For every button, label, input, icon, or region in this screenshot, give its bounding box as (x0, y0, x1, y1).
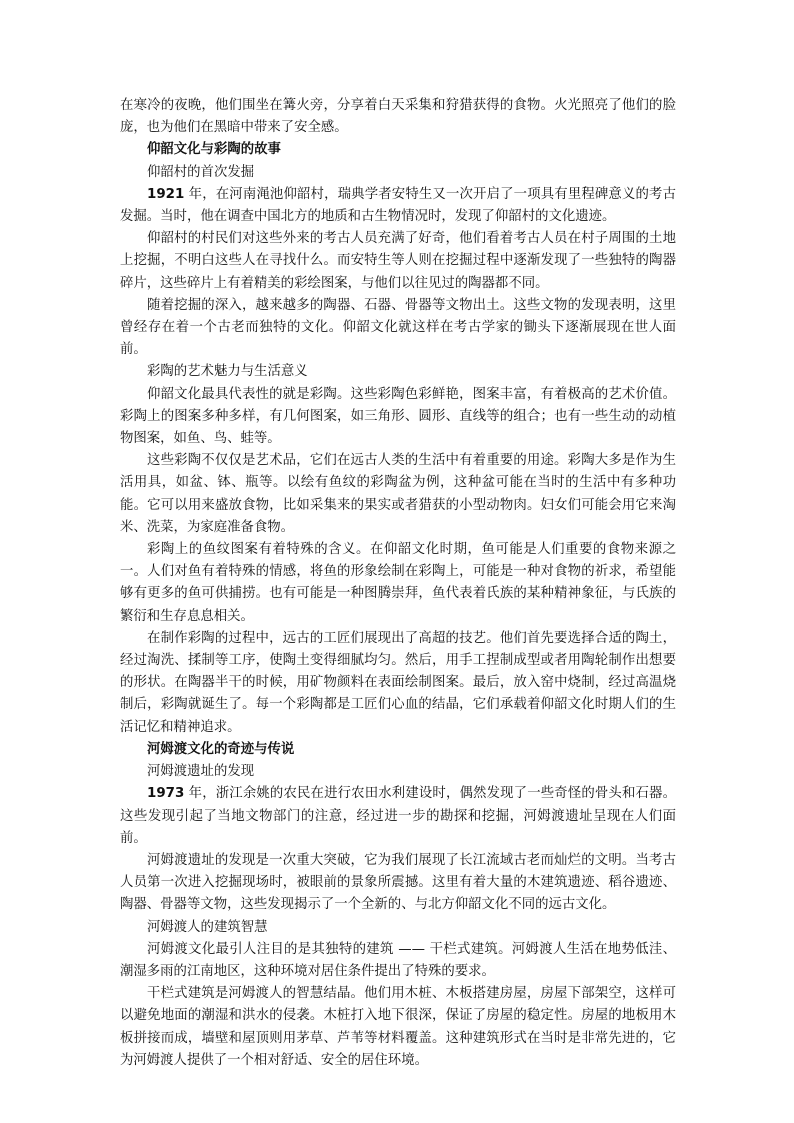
year-text: 1973 (147, 786, 185, 802)
paragraph: 河姆渡文化最引人注目的是其独特的建筑 —— 干栏式建筑。河姆渡人生活在地势低洼、潮湿多雨的江南地区，这种环境对居住条件提出了特殊的要求。 (120, 941, 676, 979)
paragraph-text: 年，浙江余姚的农民在进行农田水利建设时，偶然发现了一些奇怪的骨头和石器。这些发现引起了当地文物部门的注意，经过进一步的勘探和挖掘，河姆渡遗址呈现在人们面前。 (120, 786, 676, 846)
subsection-title-hemudu-discovery: 河姆渡遗址的发现 (147, 764, 255, 780)
paragraph: 在制作彩陶的过程中，远古的工匠们展现出了高超的技艺。他们首先要选择合适的陶土，经过淘洗、揉制等工序，使陶土变得细腻均匀。然后，用手工捏制成型或者用陶轮制作出想要的形状。在陶器半干的时候，用矿物颜料在表面绘制图案。最后，放入窑中烧制，经过高温烧制后，彩陶就诞生了。每一个彩陶都是工匠们心血的结晶，它们承载着仰韶文化时期人们的生活记忆和精神追求。 (120, 630, 676, 735)
paragraph: 彩陶上的鱼纹图案有着特殊的含义。在仰韶文化时期，鱼可能是人们重要的食物来源之一。人们对鱼有着特殊的情感，将鱼的形象绘制在彩陶上，可能是一种对食物的祈求，希望能够有更多的鱼可供捕捞。也有可能是一种图腾崇拜，鱼代表着氏族的某种精神象征，与氏族的繁衍和生存息息相关。 (120, 542, 676, 624)
subsection-title-first-excavation: 仰韶村的首次发掘 (147, 164, 255, 180)
year-text: 1921 (147, 186, 185, 202)
paragraph: 随着挖掘的深入，越来越多的陶器、石器、骨器等文物出土。这些文物的发现表明，这里曾经存在着一个古老而独特的文化。仰韶文化就这样在考古学家的锄头下逐渐展现在世人面前。 (120, 297, 676, 358)
paragraph: 干栏式建筑是河姆渡人的智慧结晶。他们用木桩、木板搭建房屋，房屋下部架空，这样可以避免地面的潮湿和洪水的侵袭。木桩打入地下很深，保证了房屋的稳定性。房屋的地板用木板拼接而成，墙壁和屋顶则用茅草、芦苇等材料覆盖。这种建筑形式在当时是非常先进的，它为河姆渡人提供了一个相对舒适、安全的居住环境。 (120, 986, 676, 1068)
paragraph: 这些彩陶不仅仅是艺术品，它们在远古人类的生活中有着重要的用途。彩陶大多是作为生活用具，如盆、钵、瓶等。以绘有鱼纹的彩陶盆为例，这种盆可能在当时的生活中有多种功能。它可以用来盛放食物，比如采集来的果实或者猎获的小型动物肉。妇女们可能会用它来淘米、洗菜，为家庭准备食物。 (120, 453, 676, 535)
section-title-yangshao: 仰韶文化与彩陶的故事 (147, 142, 281, 158)
paragraph-text: 年，在河南渑池仰韶村，瑞典学者安特生又一次开启了一项具有里程碑意义的考古发掘。当时，他在调查中国北方的地质和古生物情况时，发现了仰韶村的文化遗迹。 (120, 186, 676, 225)
paragraph (120, 184, 676, 228)
paragraph: 仰韶文化最具代表性的就是彩陶。这些彩陶色彩鲜艳，图案丰富，有着极高的艺术价值。彩陶上的图案多种多样，有几何图案，如三角形、圆形、直线等的组合；也有一些生动的动植物图案，如鱼、鸟、蛙等。 (120, 386, 676, 447)
intro-paragraph: 在寒冷的夜晚，他们围坐在篝火旁，分享着白天采集和狩猎获得的食物。火光照亮了他们的脸庞，也为他们在黑暗中带来了安全感。 (120, 98, 676, 136)
subsection-title-painted-pottery: 彩陶的艺术魅力与生活意义 (147, 364, 308, 380)
paragraph (120, 783, 676, 850)
paragraph: 仰韶村的村民们对这些外来的考古人员充满了好奇，他们看着考古人员在村子周围的土地上挖掘，不明白这些人在寻找什么。而安特生等人则在挖掘过程中逐渐发现了一些独特的陶器碎片，这些碎片上有着精美的彩绘图案，与他们以往见过的陶器都不同。 (120, 231, 676, 291)
document-page (120, 95, 676, 1072)
section-title-hemudu: 河姆渡文化的奇迹与传说 (147, 741, 295, 757)
paragraph: 河姆渡遗址的发现是一次重大突破，它为我们展现了长江流域古老而灿烂的文明。当考古人员第一次进入挖掘现场时，被眼前的景象所震撼。这里有着大量的木建筑遗迹、稻谷遗迹、陶器、骨器等文物，这些发现揭示了一个全新的、与北方仰韶文化不同的远古文化。 (120, 852, 676, 913)
subsection-title-architecture: 河姆渡人的建筑智慧 (147, 919, 268, 935)
